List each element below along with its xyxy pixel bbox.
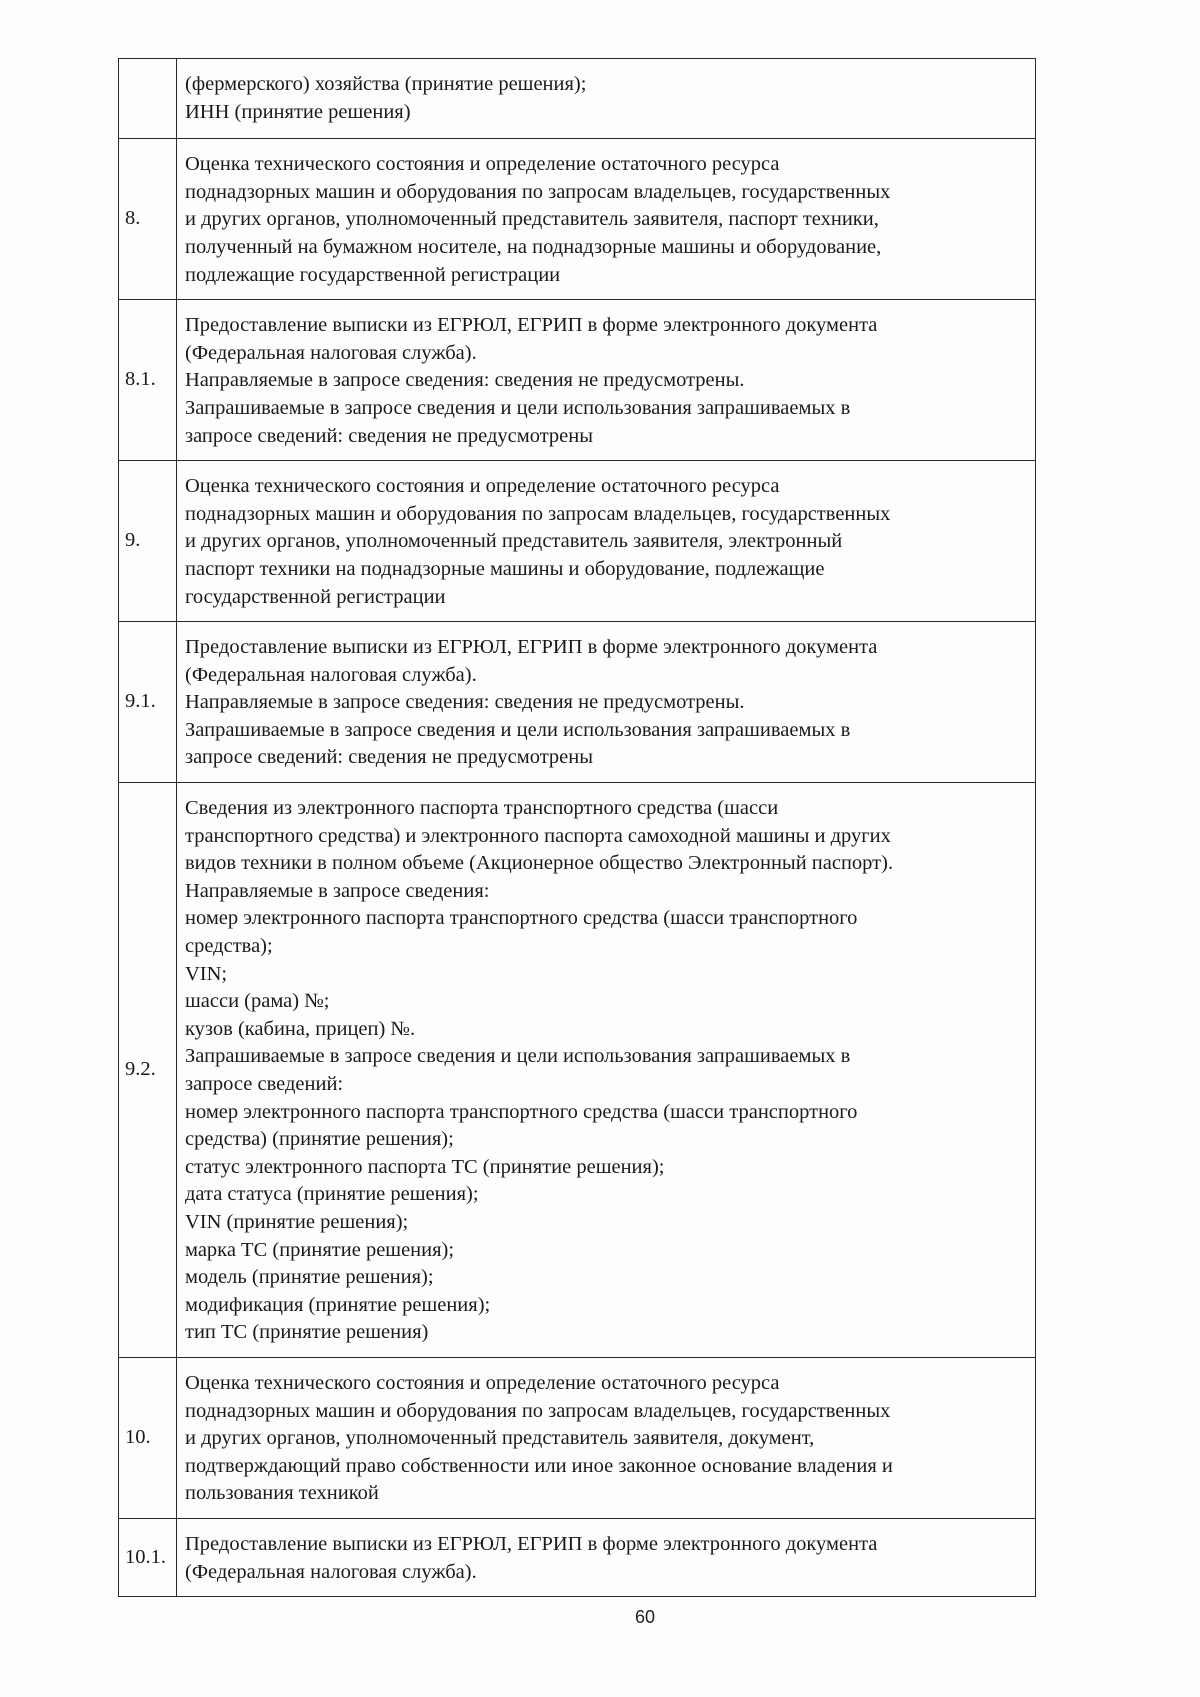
description-line: номер электронного паспорта транспортного средства (шасси транспортного [185,907,858,930]
description-line: видов техники в полном объеме (Акционерное общество Электронный паспорт). [185,852,894,875]
row-description-cell [177,139,1036,300]
description-line: дата статуса (принятие решения); [185,1183,479,1206]
description-line: Оценка технического состояния и определение остаточного ресурса [185,475,780,498]
description-line: Направляемые в запросе сведения: сведения не предусмотрены. [185,369,745,392]
description-line: подлежащие государственной регистрации [185,263,561,286]
row-number-cell [119,59,177,139]
description-line: и других органов, уполномоченный представитель заявителя, электронный [185,530,843,553]
table-row [119,783,1036,1358]
description-line: Направляемые в запросе сведения: [185,879,490,902]
row-description-cell [177,783,1036,1358]
description-line: полученный на бумажном носителе, на поднадзорные машины и оборудование, [185,235,882,258]
row-number: 9. [125,529,141,552]
row-description-cell [177,1518,1036,1596]
row-number: 8. [125,207,141,230]
row-number: 9.2. [125,1058,156,1081]
row-description-cell [177,461,1036,622]
row-number: 9.1. [125,690,156,713]
row-description-cell [177,1357,1036,1518]
description-line: подтверждающий право собственности или иное законное основание владения и [185,1454,893,1477]
table-row [119,139,1036,300]
description-line: (Федеральная налоговая служба). [185,663,477,686]
description-line: (Федеральная налоговая служба). [185,341,477,364]
description-line: (Федеральная налоговая служба). [185,1560,477,1583]
description-line: транспортного средства) и электронного паспорта самоходной машины и других [185,824,891,847]
description-line: пользования техникой [185,1482,379,1505]
description-line: поднадзорных машин и оборудования по запросам владельцев, государственных [185,1399,891,1422]
description-line: модель (принятие решения); [185,1266,434,1289]
description-line: Запрашиваемые в запросе сведения и цели использования запрашиваемых в [185,396,851,419]
row-number-cell [119,1518,177,1596]
description-line: Запрашиваемые в запросе сведения и цели использования запрашиваемых в [185,1045,851,1068]
description-line: кузов (кабина, прицеп) №. [185,1017,416,1040]
table-row [119,1518,1036,1596]
row-number: 10.1. [125,1545,166,1568]
description-line: статус электронного паспорта ТС (принятие решения); [185,1155,665,1178]
description-line: тип ТС (принятие решения) [185,1321,429,1344]
table-body [119,59,1036,1597]
table-row [119,1357,1036,1518]
table-row [119,59,1036,139]
description-line: и других органов, уполномоченный представитель заявителя, паспорт техники, [185,208,879,231]
row-number-cell [119,139,177,300]
table-row [119,300,1036,461]
description-line: Запрашиваемые в запросе сведения и цели использования запрашиваемых в [185,718,851,741]
description-line: средства); [185,935,273,958]
description-line: запросе сведений: сведения не предусмотрены [185,424,594,447]
description-line: запросе сведений: [185,1073,344,1095]
description-line: VIN (принятие решения); [185,1210,409,1233]
description-line: Оценка технического состояния и определение остаточного ресурса [185,153,780,176]
row-description-cell [177,59,1036,139]
row-description-cell [177,622,1036,783]
description-line: поднадзорных машин и оборудования по запросам владельцев, государственных [185,502,891,525]
description-line: запросе сведений: сведения не предусмотрены [185,746,594,769]
row-number-cell [119,622,177,783]
description-line: VIN; [185,962,228,985]
row-description-cell [177,300,1036,461]
description-line: модификация (принятие решения); [185,1293,491,1316]
description-line: ИНН (принятие решения) [185,100,411,123]
page-number: 60 [634,1607,656,1627]
description-line: Предоставление выписки из ЕГРЮЛ, ЕГРИП в форме электронного документа [185,636,878,659]
description-line: и других органов, уполномоченный представитель заявителя, документ, [185,1427,815,1450]
description-line: Направляемые в запросе сведения: сведения не предусмотрены. [185,691,745,714]
row-number-cell [119,1357,177,1518]
description-line: марка ТС (принятие решения); [185,1238,455,1261]
row-number: 8.1. [125,368,156,391]
description-line: поднадзорных машин и оборудования по запросам владельцев, государственных [185,180,891,203]
table-row [119,461,1036,622]
description-line: (фермерского) хозяйства (принятие решения); [185,73,587,95]
description-line: государственной регистрации [185,585,446,608]
services-table [118,58,1036,1597]
description-line: Предоставление выписки из ЕГРЮЛ, ЕГРИП в форме электронного документа [185,314,878,337]
description-line: средства) (принятие решения); [185,1128,454,1151]
description-line: Оценка технического состояния и определение остаточного ресурса [185,1371,780,1394]
table-row [119,622,1036,783]
description-line: шасси (рама) №; [185,990,330,1013]
row-number-cell [119,300,177,461]
description-line: Предоставление выписки из ЕГРЮЛ, ЕГРИП в форме электронного документа [185,1532,878,1555]
description-line: Сведения из электронного паспорта транспортного средства (шасси [185,797,779,820]
row-number-cell [119,783,177,1358]
row-number: 10. [125,1426,151,1449]
row-number-cell [119,461,177,622]
description-line: номер электронного паспорта транспортного средства (шасси транспортного [185,1100,858,1123]
description-line: паспорт техники на поднадзорные машины и оборудование, подлежащие [185,557,825,580]
